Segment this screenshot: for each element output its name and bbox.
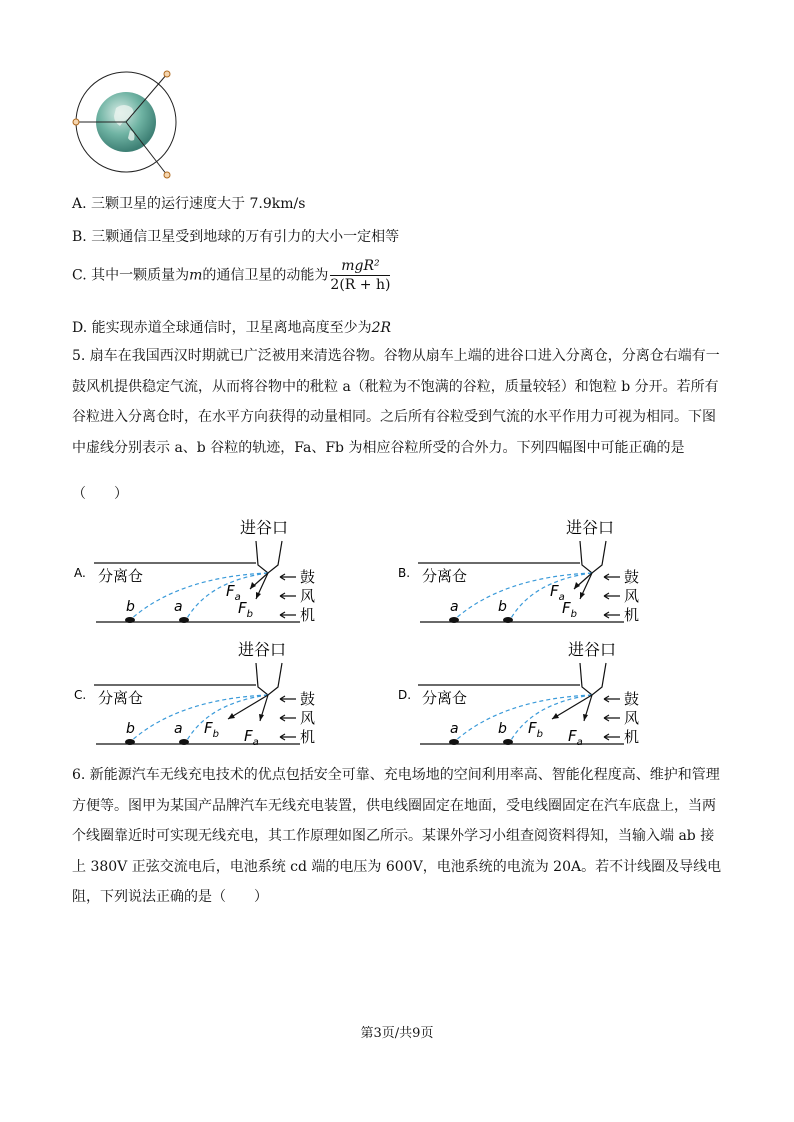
satellite-dot-icon bbox=[164, 71, 170, 77]
question-5-blank: （ ） bbox=[72, 486, 128, 502]
fan-label-1: 鼓 bbox=[624, 690, 640, 708]
option-c-mid: 的通信卫星的动能为 bbox=[202, 267, 329, 284]
fan-label-3: 机 bbox=[624, 606, 640, 624]
force-subscript: b bbox=[536, 729, 543, 740]
satellite-dot-icon bbox=[164, 172, 170, 178]
force-a-label bbox=[568, 727, 583, 748]
option-c-var: m bbox=[189, 267, 203, 284]
diagram-label: A. bbox=[74, 566, 86, 580]
grain-label-a: a bbox=[174, 599, 183, 615]
fan-label-1: 鼓 bbox=[300, 690, 316, 708]
force-symbol: F bbox=[550, 582, 559, 600]
force-a-label bbox=[244, 727, 259, 748]
force-subscript: a bbox=[558, 592, 565, 603]
force-symbol: F bbox=[562, 599, 571, 617]
chamber-label: 分离仓 bbox=[98, 689, 144, 707]
fan-arrow-icon bbox=[280, 574, 296, 618]
fan-label-1: 鼓 bbox=[624, 568, 640, 586]
force-subscript: a bbox=[234, 592, 241, 603]
fan-arrow-icon bbox=[604, 696, 620, 740]
option-d bbox=[72, 317, 391, 337]
option-d-prefix: D. 能实现赤道全球通信时，卫星离地高度至少为 bbox=[72, 320, 372, 336]
grain-label-b: b bbox=[498, 721, 507, 737]
fan-label-2: 风 bbox=[300, 709, 316, 727]
diagram-A bbox=[68, 515, 328, 630]
fan-label-1: 鼓 bbox=[300, 568, 316, 586]
chamber-label: 分离仓 bbox=[422, 689, 468, 707]
fan-arrow-icon bbox=[604, 574, 620, 618]
kinetic-energy-fraction bbox=[330, 258, 390, 293]
chamber-label: 分离仓 bbox=[98, 567, 144, 585]
force-subscript: b bbox=[212, 729, 219, 740]
hopper bbox=[580, 541, 606, 573]
arrowhead bbox=[580, 592, 585, 599]
grain-label-b: b bbox=[126, 721, 135, 737]
force-subscript: a bbox=[252, 737, 259, 748]
grain-label-a: a bbox=[450, 599, 459, 615]
inlet-label: 进谷口 bbox=[568, 640, 617, 659]
fan-label-2: 风 bbox=[624, 709, 640, 727]
fraction-numerator: mgR² bbox=[330, 258, 390, 276]
grain-dot bbox=[503, 617, 513, 623]
diagram-B bbox=[392, 515, 652, 630]
force-symbol: F bbox=[238, 599, 247, 617]
diagram-label: C. bbox=[74, 688, 87, 702]
fan-arrow-icon bbox=[280, 696, 296, 740]
page-footer: 第3页/共9页 bbox=[360, 1026, 434, 1041]
fan-label-2: 风 bbox=[624, 587, 640, 605]
fan-label-3: 机 bbox=[300, 606, 316, 624]
force-subscript: b bbox=[246, 609, 253, 620]
force-subscript: b bbox=[570, 609, 577, 620]
satellite-dot-icon bbox=[73, 119, 79, 125]
arrowhead bbox=[574, 582, 580, 589]
hopper bbox=[580, 663, 606, 695]
diagram-C bbox=[68, 637, 328, 752]
arrowhead bbox=[250, 582, 256, 589]
force-b-label bbox=[204, 719, 219, 740]
option-c-prefix: C. 其中一颗质量为 bbox=[72, 267, 190, 284]
grain-dot bbox=[125, 739, 135, 745]
chamber-label: 分离仓 bbox=[422, 567, 468, 585]
diagram-D bbox=[392, 637, 652, 752]
fan-label-3: 机 bbox=[300, 728, 316, 746]
arrowhead bbox=[256, 592, 261, 599]
inlet-label: 进谷口 bbox=[240, 518, 289, 537]
option-b: B. 三颗通信卫星受到地球的万有引力的大小一定相等 bbox=[72, 229, 400, 245]
force-symbol: F bbox=[226, 582, 235, 600]
force-symbol: F bbox=[528, 719, 537, 737]
option-a: A. 三颗卫星的运行速度大于 7.9km/s bbox=[72, 196, 306, 212]
grain-dot bbox=[125, 617, 135, 623]
fraction-denominator: 2(R + h) bbox=[330, 277, 391, 293]
fan-label-3: 机 bbox=[624, 728, 640, 746]
question-5-text: 5. 扇车在我国西汉时期就已广泛被用来清选谷物。谷物从扇车上端的进谷口进入分离仓，分离仓右端有一鼓风机提供稳定气流，从而将谷物中的秕粒 a（秕粒为不饱满的谷粒，质量较轻）和饱粒 b 分开。若所有谷粒进入分离仓时，在水平方向获得的动量相同。之后所有谷粒受到气流的水平作用力可视为相同。下图中虚线分别表示 a、b 谷粒的轨迹，Fa、Fb 为相应谷粒所受的合外力。下列四幅图中可能正确的是 bbox=[72, 348, 720, 456]
question-6-text: 6. 新能源汽车无线充电技术的优点包括安全可靠、充电场地的空间利用率高、智能化程度高、维护和管理方便等。图甲为某国产品牌汽车无线充电装置，供电线圈固定在地面，受电线圈固定在汽车底盘上，当两个线圈靠近时可实现无线充电，其工作原理如图乙所示。某课外学习小组查阅资料得知，当输入端 ab 接上 380V 正弦交流电后，电池系统 cd 端的电压为 600V，电池系统的电流为 20A。若不计线圈及导线电阻，下列说法正确的是（ ） bbox=[72, 767, 722, 905]
earth-satellite-figure bbox=[66, 60, 186, 185]
grain-dot bbox=[179, 739, 189, 745]
grain-label-b: b bbox=[498, 599, 507, 615]
option-d-value: 2R bbox=[371, 320, 392, 336]
force-symbol: F bbox=[244, 727, 253, 745]
diagram-label: B. bbox=[398, 566, 411, 580]
grain-label-b: b bbox=[126, 599, 135, 615]
force-b-label bbox=[238, 599, 253, 620]
inlet-label: 进谷口 bbox=[566, 518, 615, 537]
force-b-label bbox=[528, 719, 543, 740]
fan-label-2: 风 bbox=[300, 587, 316, 605]
option-c bbox=[72, 258, 390, 293]
force-b-label bbox=[562, 599, 577, 620]
grain-dot bbox=[179, 617, 189, 623]
grain-dot bbox=[503, 739, 513, 745]
force-subscript: a bbox=[576, 737, 583, 748]
grain-dot bbox=[449, 739, 459, 745]
hopper bbox=[256, 541, 282, 573]
force-symbol: F bbox=[568, 727, 577, 745]
inlet-label: 进谷口 bbox=[238, 640, 287, 659]
grain-dot bbox=[449, 617, 459, 623]
diagram-label: D. bbox=[398, 688, 412, 702]
force-symbol: F bbox=[204, 719, 213, 737]
hopper bbox=[256, 663, 282, 695]
grain-label-a: a bbox=[174, 721, 183, 737]
grain-label-a: a bbox=[450, 721, 459, 737]
